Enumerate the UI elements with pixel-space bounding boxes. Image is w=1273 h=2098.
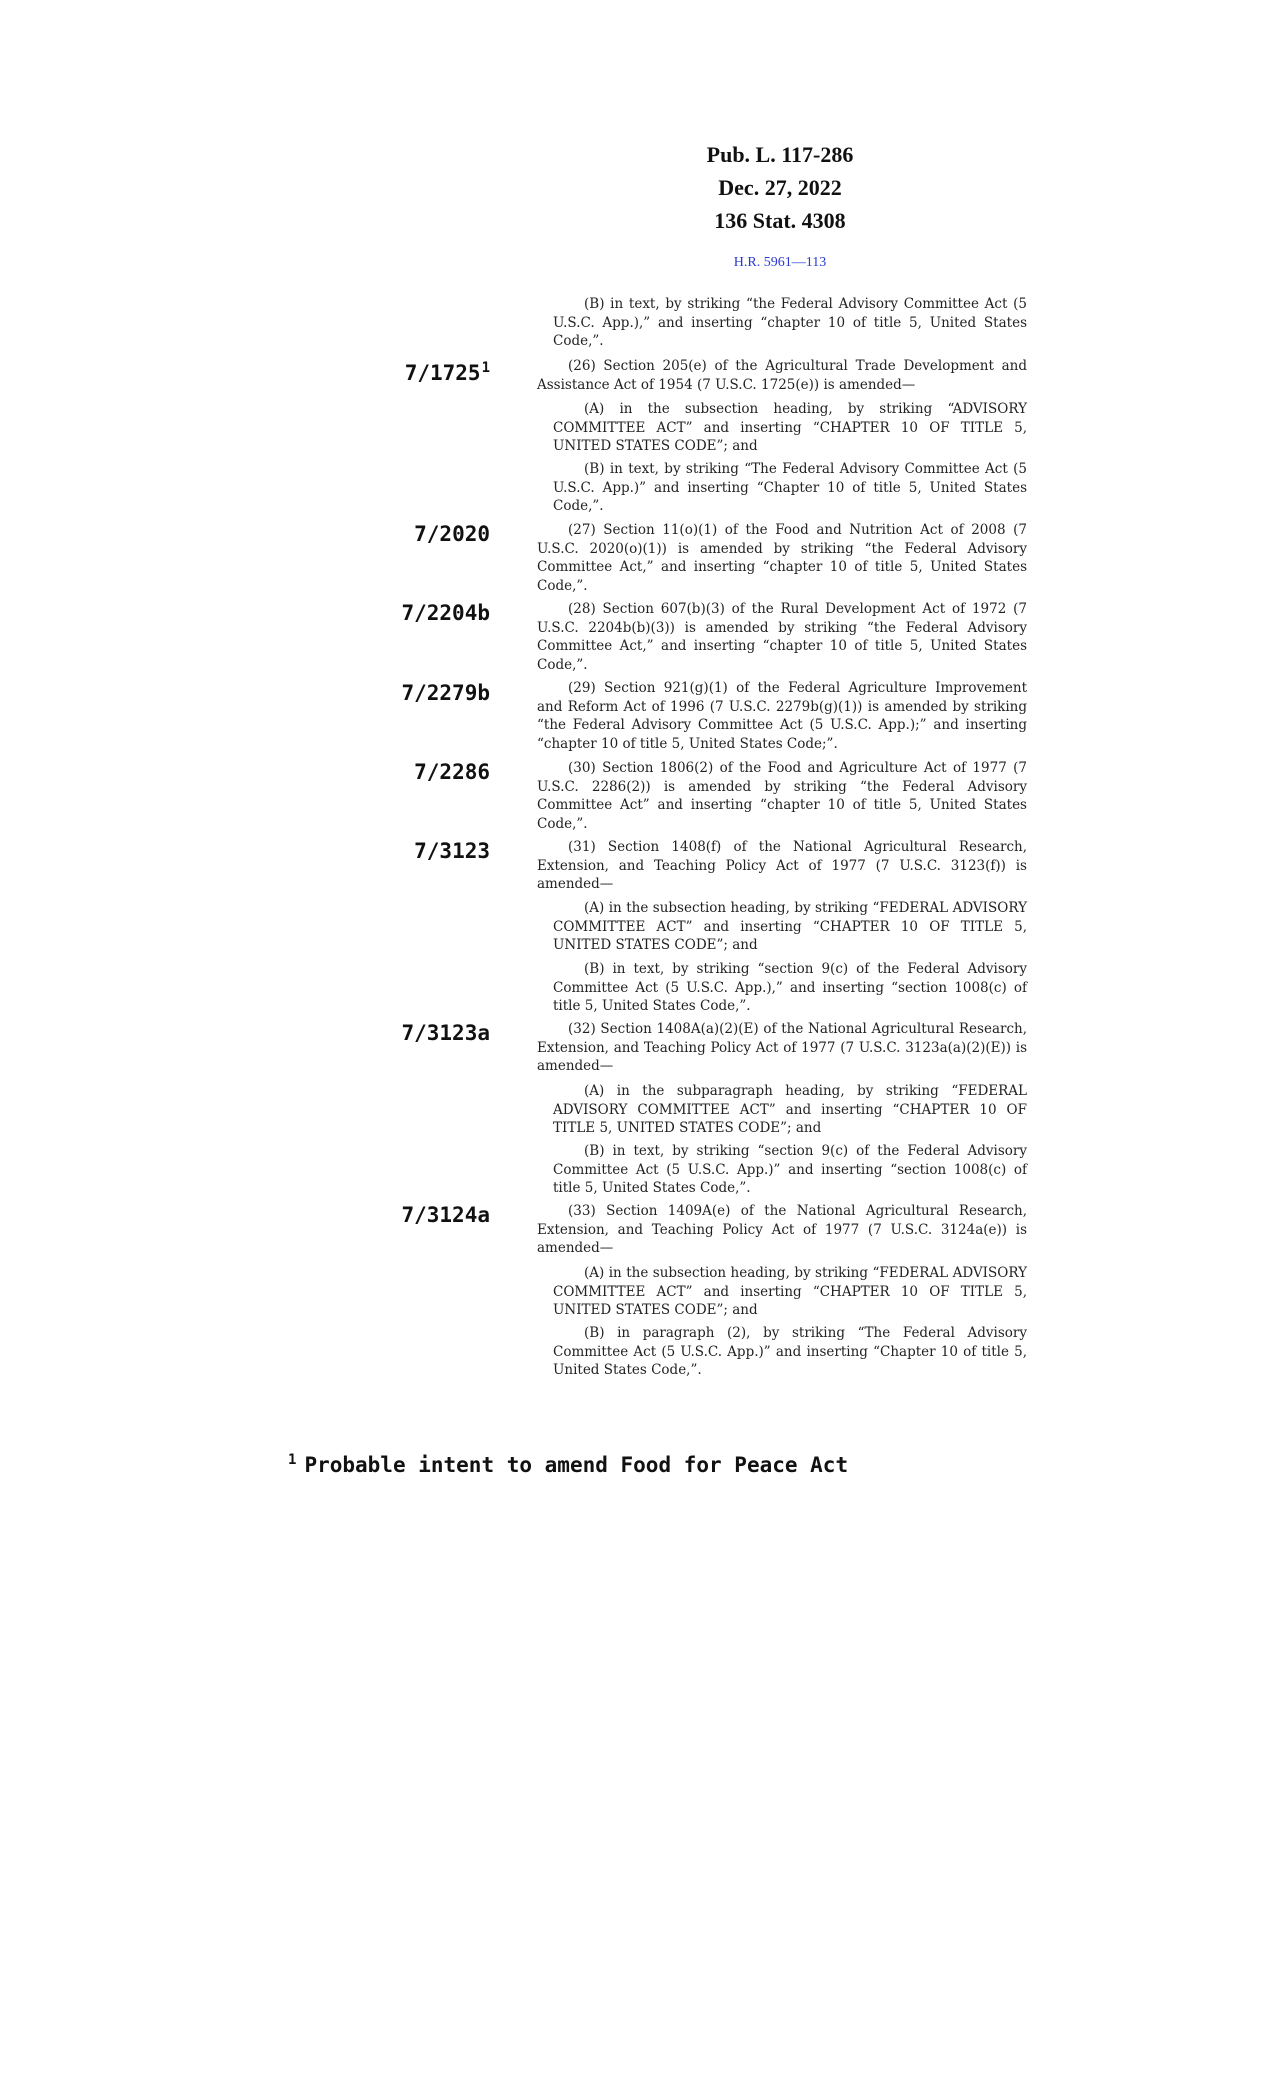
paragraph-31-b: (B) in text, by striking “section 9(c) of the Federal Advisory Committee Act (5 U.S.C. App.),” and inserting “section 1008(c) of title 5, United States Code,”. <box>553 961 1027 1014</box>
paragraph-33-b: (B) in paragraph (2), by striking “The Federal Advisory Committee Act (5 U.S.C. App.)” and inserting “Chapter 10 of title 5, United States Code,”. <box>553 1325 1027 1378</box>
margin-note-7-3123: 7/3123 <box>414 839 490 863</box>
paragraph-31-a: (A) in the subsection heading, by striking “FEDERAL ADVISORY COMMITTEE ACT” and inserting “CHAPTER 10 OF TITLE 5, UNITED STATES CODE”; and <box>553 900 1027 953</box>
paragraph-28: (28) Section 607(b)(3) of the Rural Development Act of 1972 (7 U.S.C. 2204b(b)(3)) is amended by striking “the Federal Advisory Committee Act,” and inserting “chapter 10 of title 5, United States Code,”. <box>537 601 1027 673</box>
footnote-text: Probable intent to amend Food for Peace Act <box>304 1453 849 1477</box>
enactment-date: Dec. 27, 2022 <box>718 175 842 200</box>
margin-note-7-3124a: 7/3124a <box>401 1203 490 1227</box>
margin-note-7-3123a: 7/3123a <box>401 1021 490 1045</box>
paragraph-25-b: (B) in text, by striking “the Federal Advisory Committee Act (5 U.S.C. App.),” and inserting “chapter 10 of title 5, United States Code,”. <box>553 296 1027 349</box>
margin-note-7-2204b: 7/2204b <box>401 601 490 625</box>
paragraph-31: (31) Section 1408(f) of the National Agricultural Research, Extension, and Teaching Policy Act of 1977 (7 U.S.C. 3123(f)) is amended— <box>537 839 1027 892</box>
footnote <box>288 1452 848 1477</box>
paragraph-26: (26) Section 205(e) of the Agricultural Trade Development and Assistance Act of 1954 (7 U.S.C. 1725(e)) is amended— <box>537 358 1027 393</box>
margin-note-7-1725: 7/1725$^1$ <box>404 360 490 385</box>
margin-note-7-2279b: 7/2279b <box>401 681 490 705</box>
statute-citation: 136 Stat. 4308 <box>714 208 846 233</box>
paragraph-32: (32) Section 1408A(a)(2)(E) of the National Agricultural Research, Extension, and Teaching Policy Act of 1977 (7 U.S.C. 3123a(a)(2)(E)) is amended— <box>537 1021 1027 1074</box>
page-header <box>660 138 900 237</box>
paragraph-27: (27) Section 11(o)(1) of the Food and Nutrition Act of 2008 (7 U.S.C. 2020(o)(1)) is amended by striking “the Federal Advisory Committee Act,” and inserting “chapter 10 of title 5, United States Code,”. <box>537 522 1027 594</box>
paragraph-26-b: (B) in text, by striking “The Federal Advisory Committee Act (5 U.S.C. App.)” and inserting “Chapter 10 of title 5, United States Code,”. <box>553 461 1027 514</box>
margin-note-7-2286: 7/2286 <box>414 760 490 784</box>
bill-identifier: H.R. 5961—113 <box>733 255 827 270</box>
paragraph-32-b: (B) in text, by striking “section 9(c) of the Federal Advisory Committee Act (5 U.S.C. App.)” and inserting “section 1008(c) of title 5, United States Code,”. <box>553 1143 1027 1196</box>
public-law-number: Pub. L. 117-286 <box>706 142 854 167</box>
paragraph-33-a: (A) in the subsection heading, by striking “FEDERAL ADVISORY COMMITTEE ACT” and inserting “CHAPTER 10 OF TITLE 5, UNITED STATES CODE”; and <box>553 1265 1027 1318</box>
footnote-marker: 1 <box>288 1452 297 1468</box>
footnote-reference: 1 <box>481 360 490 376</box>
paragraph-26-a: (A) in the subsection heading, by striking “ADVISORY COMMITTEE ACT” and inserting “CHAPTER 10 OF TITLE 5, UNITED STATES CODE”; and <box>553 401 1027 454</box>
paragraph-32-a: (A) in the subparagraph heading, by striking “FEDERAL ADVISORY COMMITTEE ACT” and inserting “CHAPTER 10 OF TITLE 5, UNITED STATES CODE”; and <box>553 1083 1027 1136</box>
paragraph-33: (33) Section 1409A(e) of the National Agricultural Research, Extension, and Teaching Policy Act of 1977 (7 U.S.C. 3124a(e)) is amended— <box>537 1203 1027 1256</box>
paragraph-30: (30) Section 1806(2) of the Food and Agriculture Act of 1977 (7 U.S.C. 2286(2)) is amended by striking “the Federal Advisory Committee Act” and inserting “chapter 10 of title 5, United States Code,”. <box>537 760 1027 832</box>
paragraph-29: (29) Section 921(g)(1) of the Federal Agriculture Improvement and Reform Act of 1996 (7 U.S.C. 2279b(g)(1)) is amended by striking “the Federal Advisory Committee Act (5 U.S.C. App.);” and inserting “chapter 10 of title 5, United States Code;”. <box>537 680 1027 752</box>
margin-note-7-2020: 7/2020 <box>414 522 490 546</box>
